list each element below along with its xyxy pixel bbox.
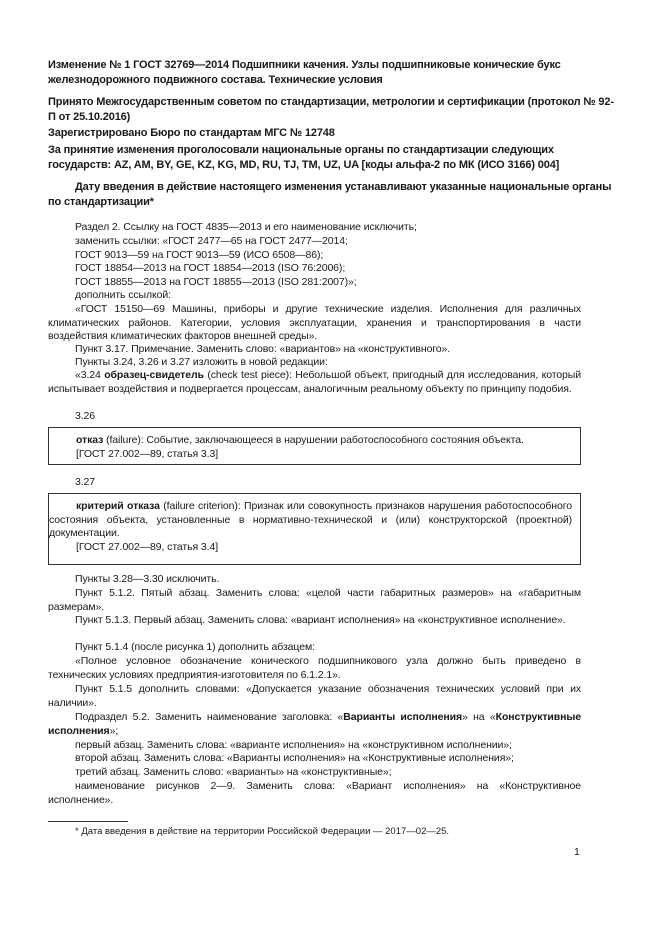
term-reference: [ГОСТ 27.002—89, статья 3.4] (76, 540, 219, 553)
term-number: «3.24 (75, 369, 105, 381)
term-box-failure (48, 427, 581, 465)
body-paragraph: ГОСТ 18855—2013 на ГОСТ 18855—2013 (ISO 281:2007)»; (75, 276, 357, 288)
body-paragraph: Пункт 5.1.4 (после рисунка 1) дополнить абзацем: (75, 641, 315, 653)
footnote-divider (48, 821, 128, 822)
registration-note: Зарегистрировано Бюро по стандартам МГС № 12748 (48, 127, 335, 139)
text-run: » на « (462, 711, 496, 723)
term-definition: (failure): Событие, заключающееся в нарушении работоспособного состояния объекта. (103, 434, 524, 446)
body-paragraph: ГОСТ 18854—2013 на ГОСТ 18854—2013 (ISO 76:2006); (75, 262, 346, 274)
body-paragraph: первый абзац. Заменить слова: «варианте исполнения» на «конструктивном исполнении»; (75, 739, 512, 751)
term-reference: [ГОСТ 27.002—89, статья 3.3] (76, 447, 219, 460)
body-paragraph: ГОСТ 9013—59 на ГОСТ 9013—59 (ИСО 6508—86); (75, 249, 324, 261)
new-heading: Конструктивные исполнения (48, 711, 581, 737)
text-run: »; (109, 724, 119, 737)
term-name: критерий отказа (76, 500, 160, 512)
term-definition: (check test piece): Небольшой объект, пригодный для исследования, который испытывает воздействия и подвергается процессам, аналогичным реальному объекту по принципу подобия. (48, 369, 581, 395)
term-definition-line (49, 500, 572, 541)
body-paragraph: Пункт 3.17. Примечание. Заменить слово: «вариантов» на «конструктивного». (75, 343, 451, 355)
amendment-title: Изменение № 1 ГОСТ 32769—2014 Подшипники качения. Узлы подшипниковые конические букс железнодорожного подвижного состава. Технические условия (48, 59, 561, 86)
body-paragraph: Пункты 3.24, 3.26 и 3.27 изложить в новой редакции: (75, 356, 328, 368)
term-definition-line (49, 434, 570, 448)
body-paragraph: Пункт 5.1.3. Первый абзац. Заменить слова: «вариант исполнения» на «конструктивное исполнение». (75, 614, 566, 626)
term-number-3-26: 3.26 (75, 410, 96, 422)
body-paragraph: дополнить ссылкой: (75, 289, 171, 301)
page-number: 1 (574, 846, 580, 858)
body-paragraph: Пункт 5.1.5 дополнить словами: «Допускается указание обозначения технических условий при их наличии». (48, 683, 581, 709)
term-3-24 (48, 369, 581, 396)
term-name: отказ (76, 434, 104, 446)
old-heading: Варианты исполнения (343, 711, 462, 723)
text-run: Подраздел 5.2. Заменить наименование заголовка: « (75, 711, 344, 723)
body-paragraph: Пункт 5.1.2. Пятый абзац. Заменить слова: «целой части габаритных размеров» на «габаритным размерам». (48, 587, 581, 613)
effective-date-note: Дату введения в действие настоящего изменения устанавливают указанные национальные органы по стандартизации* (48, 181, 612, 208)
term-definition: (failure criterion): Признак или совокупность признаков нарушения работоспособного состояния объекта, установленные в нормативно-технической и (или) конструкторской (проектной) документации. (49, 500, 572, 540)
body-paragraph: второй абзац. Заменить слова: «Варианты исполнения» на «Конструктивные исполнения»; (75, 752, 514, 764)
body-paragraph: Пункты 3.28—3.30 исключить. (75, 573, 220, 585)
footnote: * Дата введения в действие на территории Российской Федерации — 2017—02—25. (75, 826, 450, 837)
term-name: образец-свидетель (104, 369, 204, 381)
term-number-3-27: 3.27 (75, 476, 96, 488)
term-box-failure-criterion (48, 493, 581, 565)
body-paragraph: заменить ссылки: «ГОСТ 2477—65 на ГОСТ 2477—2014; (75, 235, 348, 247)
body-paragraph: третий абзац. Заменить слово: «варианты» на «конструктивные»; (75, 766, 392, 778)
body-paragraph: наименование рисунков 2—9. Заменить слова: «Вариант исполнения» на «Конструктивное исполнение». (48, 780, 581, 806)
body-paragraph: «ГОСТ 15150—69 Машины, приборы и другие технические изделия. Исполнения для различных климатических районов. Категории, условия эксплуатации, хранения и транспортирования в части воздействия климатических факторов внешней среды». (48, 303, 581, 343)
body-paragraph: Раздел 2. Ссылку на ГОСТ 4835—2013 и его наименование исключить; (75, 221, 417, 233)
adoption-note: Принято Межгосударственным советом по стандартизации, метрологии и сертификации (протокол № 92-П от 25.10.2016) (48, 96, 614, 123)
voting-note: За принятие изменения проголосовали национальные органы по стандартизации следующих государств: AZ, AM, BY, GE, KZ, KG, MD, RU, TJ, TM, UZ, UA [коды альфа-2 по МК (ИСО 3166) 004] (48, 144, 560, 171)
subsection-5-2-paragraph (48, 711, 581, 738)
body-paragraph: «Полное условное обозначение конического подшипникового узла должно быть приведено в технических условиях предприятия-изготовителя по 6.1.2.1». (48, 655, 581, 681)
